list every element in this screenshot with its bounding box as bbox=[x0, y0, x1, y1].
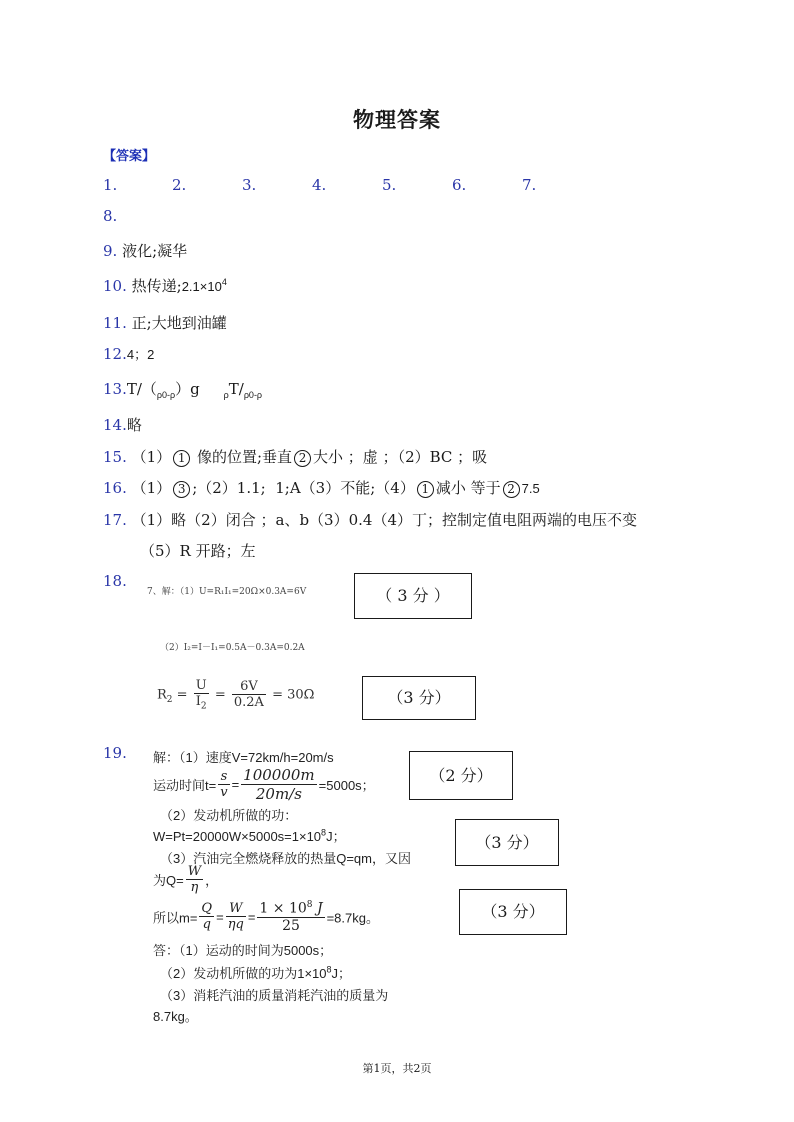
q11-text: 正;大地到油罐 bbox=[131, 314, 227, 332]
frac-num-6v: 6V bbox=[232, 679, 266, 695]
q19-line3: （2）发动机所做的功： bbox=[160, 808, 298, 823]
q14-num: 14. bbox=[103, 416, 127, 434]
q19-l6b: ， bbox=[205, 873, 219, 888]
mcq-5: 5. bbox=[382, 176, 397, 194]
frac-eta: η bbox=[190, 880, 199, 895]
q19-l9exp: 8 bbox=[326, 964, 332, 975]
score-box: （3 分） bbox=[362, 676, 476, 720]
page-title: 物理答案 bbox=[353, 107, 441, 132]
q19-line4 bbox=[153, 826, 346, 845]
q12-text: 4；2 bbox=[126, 347, 155, 362]
circled-number: 1 bbox=[173, 450, 190, 467]
q19-line6 bbox=[153, 864, 218, 895]
q9-text: 液化;凝华 bbox=[122, 242, 188, 260]
q18-line1: 7、解：（1）U=R₁I₁=20Ω×0.3A=6V bbox=[147, 587, 307, 597]
q9-num: 9. bbox=[103, 242, 118, 260]
frac-etaq: ηq bbox=[227, 917, 244, 933]
q19-line8: 答：（1）运动的时间为5000s； bbox=[153, 943, 333, 958]
q10-num: 10. bbox=[103, 277, 127, 295]
mcq-2: 2. bbox=[172, 176, 187, 194]
q19-line1: 解：（1）速度V=72km/h=20m/s bbox=[153, 750, 334, 765]
q19-number: 19. bbox=[103, 744, 127, 762]
q11-num: 11. bbox=[103, 314, 127, 332]
q19-l7a: 所以m= bbox=[153, 910, 198, 926]
q19-l6a: 为Q= bbox=[153, 873, 184, 888]
mcq-3: 3. bbox=[242, 176, 257, 194]
q19-l2a: 运动时间t= bbox=[153, 778, 217, 793]
r2-symbol: R bbox=[157, 687, 167, 703]
q15-part3: 大小 ；虚 ；（2）BC ；吸 bbox=[313, 448, 488, 466]
q10-exp: 4 bbox=[221, 277, 227, 287]
frac-s: s bbox=[218, 769, 229, 785]
section-label: 【答案】 bbox=[103, 149, 156, 164]
q19-l2b: =5000s； bbox=[318, 778, 375, 793]
answer-17-line2: （5）R 开路；左 bbox=[140, 542, 256, 560]
q18-line2: （2）I₂=I－I₁=0.5A－0.3A=0.2A bbox=[160, 643, 305, 653]
frac-num-u: U bbox=[195, 678, 207, 693]
q19-l4a: W=Pt=20000W×5000s=1×10 bbox=[153, 829, 322, 844]
answer-12 bbox=[103, 344, 154, 363]
frac-25: 25 bbox=[282, 917, 300, 934]
q15-part2: 像的位置;垂直 bbox=[196, 448, 293, 466]
q16-part3: 1;A（3）不能;（4） bbox=[275, 479, 415, 497]
q19-l9b: J； bbox=[331, 966, 352, 981]
q16-num: 16. bbox=[103, 479, 127, 497]
mcq-1: 1. bbox=[103, 176, 118, 194]
q16-part5: 7.5 bbox=[521, 481, 540, 496]
frac-den-02a: 0.2A bbox=[233, 695, 264, 711]
q19-line10: （3）消耗汽油的质量消耗汽油的质量为 bbox=[160, 988, 389, 1003]
frac-den-i: I bbox=[195, 694, 201, 709]
q13-a: T/（ bbox=[126, 380, 157, 398]
q18-formula: $R_2$ = $\frac{U}{I_2}$ = $\frac{6V}{0.2A}$ = 30Ω bbox=[157, 678, 315, 712]
frac-qq: q bbox=[202, 917, 211, 933]
mcq-6: 6. bbox=[452, 176, 467, 194]
answer-11 bbox=[103, 312, 227, 333]
q13-d: ρ bbox=[223, 390, 229, 400]
frac-w2: W bbox=[226, 901, 246, 917]
r2-result: = 30Ω bbox=[272, 687, 315, 703]
q17-line1: （1）略（2）闭合 ；a、b（3）0.4（4）丁；控制定值电阻两端的电压不变 bbox=[131, 511, 637, 529]
frac-20ms: 20m/s bbox=[255, 785, 302, 803]
frac-q: Q bbox=[201, 901, 213, 917]
q16-part2: ;（2）1.1; bbox=[192, 479, 266, 497]
q18-num bbox=[103, 572, 127, 590]
q19-l9a: （2）发动机所做的功为1×10 bbox=[160, 966, 327, 981]
q19-line5: （3）汽油完全燃烧释放的热量Q=qm，又因 bbox=[160, 851, 411, 866]
frac-v: v bbox=[220, 785, 228, 800]
score-box: （3 分） bbox=[455, 819, 559, 866]
q12-num: 12. bbox=[103, 345, 127, 363]
q17-num: 17. bbox=[103, 511, 127, 529]
q15-part1: （1） bbox=[131, 448, 172, 466]
frac-w: W bbox=[187, 864, 202, 879]
q19-l4exp: 8 bbox=[321, 827, 327, 838]
q19-line7: 所以m= $\frac{Q}{q}$ = $\frac{W}{\eta q}$ = $\frac{1 \times 10^8 J}{25}$ =8.7kg。 bbox=[153, 900, 379, 934]
answer-17-line1 bbox=[103, 509, 637, 530]
frac-den-i-sub: 2 bbox=[200, 701, 207, 712]
answer-16 bbox=[103, 477, 540, 498]
circled-number: 1 bbox=[417, 481, 434, 498]
q18-number: 18. bbox=[103, 572, 127, 590]
mcq-7: 7. bbox=[522, 176, 537, 194]
circled-number: 2 bbox=[294, 450, 311, 467]
q10-value: 2.1×10 bbox=[181, 279, 222, 294]
q13-num: 13. bbox=[103, 380, 127, 398]
fraction-6v bbox=[232, 679, 266, 710]
frac-1x10: 1 × 10 bbox=[259, 900, 307, 917]
q19-num bbox=[103, 744, 127, 762]
mcq-4: 4. bbox=[312, 176, 327, 194]
answer-10 bbox=[103, 275, 227, 296]
score-box: （3 分） bbox=[459, 889, 567, 935]
q10-text: 热传递; bbox=[131, 277, 182, 295]
q16-part1: （1） bbox=[131, 479, 172, 497]
frac-100000m: 100000m bbox=[243, 766, 315, 784]
q14-text: 略 bbox=[126, 416, 142, 434]
q13-f: ρ0-ρ bbox=[243, 390, 263, 400]
q19-l7b: =8.7kg。 bbox=[326, 910, 379, 926]
q15-num: 15. bbox=[103, 448, 127, 466]
answer-13 bbox=[103, 378, 262, 400]
circled-number: 3 bbox=[173, 481, 190, 498]
frac-exp: 8 bbox=[306, 900, 313, 910]
q13-e: T/ bbox=[228, 380, 244, 398]
circled-number: 2 bbox=[503, 481, 520, 498]
q13-b: ρ0-ρ bbox=[156, 390, 176, 400]
answer-9 bbox=[103, 240, 187, 261]
q19-line11: 8.7kg。 bbox=[153, 1009, 198, 1024]
page-footer: 第1页，共2页 bbox=[362, 1062, 432, 1075]
q19-l4b: J； bbox=[326, 829, 346, 844]
frac-j: J bbox=[312, 900, 323, 917]
fraction-u-i bbox=[194, 678, 209, 712]
score-box: （ 3 分 ） bbox=[354, 573, 472, 619]
q19-line2: 运动时间t= $\frac{s}{v}$ = $\frac{100000m}{20m/s}$ =5000s； bbox=[153, 766, 375, 803]
q16-part4: 减小 等于 bbox=[435, 479, 501, 497]
r2-subscript: 2 bbox=[166, 694, 173, 705]
q19-line9 bbox=[160, 963, 351, 982]
answer-14 bbox=[103, 414, 142, 435]
q8-num: 8. bbox=[103, 207, 118, 225]
q13-c: ）g bbox=[175, 380, 200, 398]
q8-number bbox=[103, 207, 117, 225]
answer-15 bbox=[103, 446, 487, 467]
score-box: （2 分） bbox=[409, 751, 513, 800]
